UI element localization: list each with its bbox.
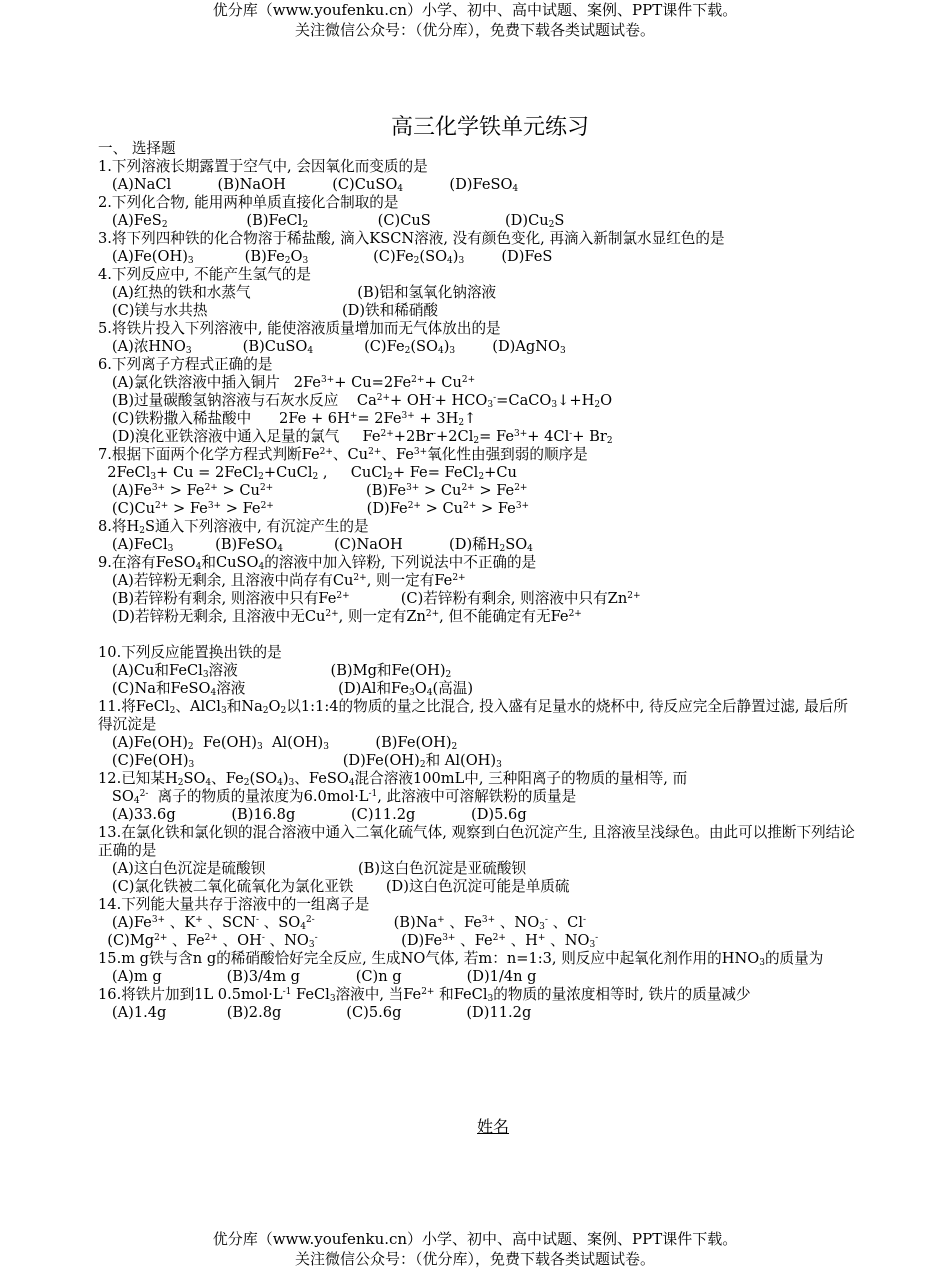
question-line: (C)氯化铁被二氧化硫氧化为氯化亚铁 (D)这白色沉淀可能是单质硫 — [98, 878, 570, 895]
question-line: (A)NaCl (B)NaOH (C)CuSO$_4$ (D)FeSO$_4$ — [98, 176, 519, 194]
question-line: (A)这白色沉淀是硫酸钡 (B)这白色沉淀是亚硫酸钡 — [98, 860, 527, 877]
question-line: (A)浓$HNO_3$ (B)CuSO$_4$ $(C)Fe_2(SO_4)_3$ (D)AgNO$_3$ — [98, 338, 566, 356]
question-line: (C)铁粉撒入稀盐酸中 $2Fe + 6H^+= 2Fe^{3+}$ + $3H_2↑$ — [98, 410, 477, 428]
question-line: 一、 选择题 — [98, 140, 176, 157]
question-line: (A)氯化铁溶液中插入铜片 $2Fe^{3+}+ Cu=2Fe^{2+}+ Cu^{2+}$ — [98, 374, 476, 391]
question-line: 7.根据下面两个化学方程式判断$Fe^{2+}$、$Cu^{2+}$、$Fe^{3+}$氧化性由强到弱的顺序是 — [98, 446, 588, 463]
header-line-1: 优分库（www.youfenku.cn）小学、初中、高中试题、案例、PPT课件下载。 — [212, 1, 738, 19]
question-line: $(A)Fe^{3+} > Fe^{2+} > Cu^{2+}$ $(B)Fe^{3+} > Cu^{2+} > Fe^{2+}$ — [98, 482, 528, 499]
question-line: 2FeCl$_3$+ Cu = 2FeCl$_2$+CuCl$_2$ , CuCl$_2$+ Fe= FeCl$_2$+Cu — [98, 464, 517, 482]
question-line: 3.将下列四种铁的化合物溶于稀盐酸, 滴入KSCN溶液, 没有颜色变化, 再滴入新制氯水显红色的是 — [98, 230, 725, 247]
question-line: (A)Cu和FeCl$_3$溶液 (B)Mg和$Fe(OH)_2$ — [98, 662, 452, 680]
question-line: 12.已知某$H_2SO_4$、$Fe_2(SO_4)_3$、FeSO$_4$混合溶液100mL中, 三种阳离子的物质的量相等, 而 — [98, 770, 688, 788]
question-line: (A)若锌粉无剩余, 且溶液中尚存有$Cu^{2+}$, 则一定有$Fe^{2+}$ — [98, 572, 466, 589]
question-line: 10.下列反应能置换出铁的是 — [98, 644, 282, 661]
question-line: (A)FeS$_2$ (B)FeCl$_2$ (C)CuS $(D)Cu_2S$ — [98, 212, 565, 230]
name-field-label: 姓名 — [477, 1117, 510, 1136]
question-line: (C)Na和FeSO$_4$溶液 (D)Al和$Fe_3O_4$(高温) — [98, 680, 474, 698]
question-line: $(A)Fe(OH)_3$ $(B)Fe_2O_3$ $(C)Fe_2(SO_4)_3$ (D)FeS — [98, 248, 553, 266]
question-line: (B)若锌粉有剩余, 则溶液中只有$Fe^{2+}$ (C)若锌粉有剩余, 则溶液中只有$Zn^{2+}$ — [98, 590, 641, 607]
question-line: $SO_4^{2-}$ 离子的物质的量浓度为$6.0mol\cdot L^{-1}$, 此溶液中可溶解铁粉的质量是 — [98, 788, 577, 806]
question-line: (A)红热的铁和水蒸气 (B)铝和氢氧化钠溶液 — [98, 284, 497, 301]
question-line: (A)1.4g (B)2.8g (C)5.6g (D)11.2g — [98, 1004, 532, 1021]
question-line: $(C)Fe(OH)_3$ $(D)Fe(OH)_2$和 $Al(OH)_3$ — [98, 752, 502, 770]
footer-line-2: 关注微信公众号：（优分库），免费下载各类试题试卷。 — [294, 1250, 655, 1268]
question-line: (A)FeCl$_3$ (B)FeSO$_4$ (C)NaOH (D)稀$H_2SO_4$ — [98, 536, 533, 554]
question-line: (D)溴化亚铁溶液中通入足量的氯气 $Fe^{2+}+2Br^-+2Cl_2= Fe^{3+}+ 4Cl^-+ Br_2$ — [98, 428, 613, 446]
question-line: $(A)Fe(OH)_2$ $Fe(OH)_3$ $Al(OH)_3$ $(B)Fe(OH)_2$ — [98, 734, 458, 752]
question-list — [98, 140, 860, 1022]
question-line: 11.将FeCl$_2$、AlCl$_3$和$Na_2O_2$以1:1:4的物质的量之比混合, 投入盛有足量水的烧杯中, 待反应完全后静置过滤, 最后所得沉淀是 — [98, 698, 848, 733]
header-line-2: 关注微信公众号：（优分库），免费下载各类试题试卷。 — [294, 21, 655, 39]
footer-line-1: 优分库（www.youfenku.cn）小学、初中、高中试题、案例、PPT课件下载。 — [212, 1230, 738, 1248]
question-line: 5.将铁片投入下列溶液中, 能使溶液质量增加而无气体放出的是 — [98, 320, 501, 337]
question-line: 8.将$H_2S$通入下列溶液中, 有沉淀产生的是 — [98, 518, 369, 536]
question-line: (A)33.6g (B)16.8g (C)11.2g (D)5.6g — [98, 806, 527, 823]
page-footer — [0, 1229, 950, 1269]
question-line: 6.下列离子方程式正确的是 — [98, 356, 273, 373]
question-line: 2.下列化合物, 能用两种单质直接化合制取的是 — [98, 194, 399, 211]
question-line: (D)若锌粉无剩余, 且溶液中无$Cu^{2+}$, 则一定有$Zn^{2+}$, 但不能确定有无$Fe^{2+}$ — [98, 608, 582, 625]
blank-line — [98, 626, 860, 644]
question-line: 14.下列能大量共存于溶液中的一组离子是 — [98, 896, 370, 913]
question-line: 1.下列溶液长期露置于空气中, 会因氧化而变质的是 — [98, 158, 428, 175]
question-line: (A)m g (B)3/4m g (C)n g (D)1/4n g — [98, 968, 537, 985]
document-title: 高三化学铁单元练习 — [390, 115, 589, 140]
question-line: $(A)Fe^{3+}$ 、K+ 、SCN- 、$SO_4^{2-}$ (B)Na+ 、$Fe^{3+}$ 、$NO_3^-$ 、Cl- — [98, 914, 587, 932]
question-line: 4.下列反应中, 不能产生氢气的是 — [98, 266, 311, 283]
question-line: 13.在氯化铁和氯化钡的混合溶液中通入二氧化硫气体, 观察到白色沉淀产生, 且溶液呈浅绿色。由此可以推断下列结论正确的是 — [98, 824, 855, 859]
question-line: 16.将铁片加到1L $0.5mol\cdot L^{-1}$ FeCl$_3$溶液中, 当$Fe^{2+}$ 和FeCl$_3$的物质的量浓度相等时, 铁片的质量减少 — [98, 986, 751, 1004]
page-header — [0, 0, 950, 40]
question-line: (C)镁与水共热 (D)铁和稀硝酸 — [98, 302, 439, 319]
question-line: 15.m g铁与含n g的稀硝酸恰好完全反应, 生成NO气体, 若m：n=1:3, 则反应中起氧化剂作用的$HNO_3$的质量为 — [98, 950, 824, 968]
question-line: 9.在溶有FeSO$_4$和CuSO$_4$的溶液中加入锌粉, 下列说法中不正确的是 — [98, 554, 537, 572]
question-line: (B)过量碳酸氢钠溶液与石灰水反应 $Ca^{2+}+ OH^-+$ $HCO_3^-=CaCO_3↓+H_2O$ — [98, 392, 613, 410]
question-line: $(C)Mg^{2+}$ 、$Fe^{2+}$ 、OH- 、$NO_3^-$ $(D)Fe^{3+}$ 、$Fe^{2+}$ 、H+ 、$NO_3^-$ — [98, 932, 599, 950]
question-line: $(C)Cu^{2+} > Fe^{3+} > Fe^{2+}$ $(D)Fe^{2+} > Cu^{2+} > Fe^{3+}$ — [98, 500, 530, 517]
